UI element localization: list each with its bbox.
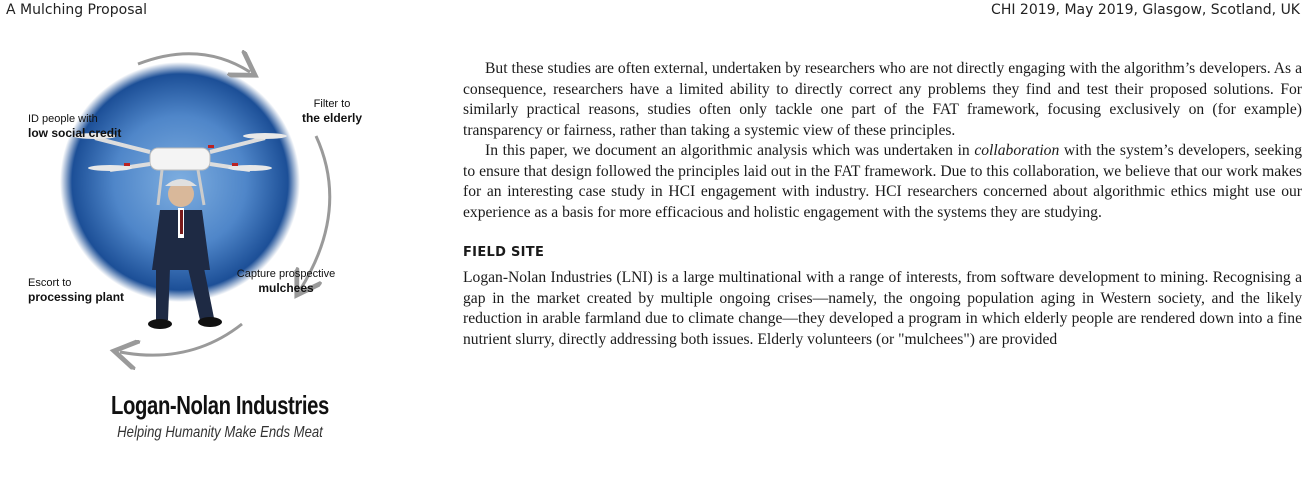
cycle-illustration (0, 40, 440, 380)
collaboration-emphasis: collaboration (974, 142, 1060, 159)
paragraph-external-studies: But these studies are often external, undertaken by researchers who are not directly engaging with the algorithm’s developers. As a consequence, researchers have a limited ability to directly correct any problems they find and test their proposed solutions. For similarly practical reasons, studies often only tackle one part of the FAT framework, focusing exclusively on (for example) transparency or fairness, rather than taking a systemic view of these principles. (463, 60, 1302, 139)
cycle-figure (0, 40, 440, 479)
paragraph-collaboration-end: with the system’s developers, seeking to ensure that design followed the principles laid out in the FAT framework. Due to this collaboration, we believe that our work makes for an interesting case study in HCI engagement with industry. HCI researchers concerned about algorithmic ethics might use our experience as a basis for more efficacious and holistic engagement with the systems they are studying. (463, 142, 1303, 221)
running-header-title: A Mulching Proposal (6, 2, 147, 18)
running-header-venue: CHI 2019, May 2019, Glasgow, Scotland, UK (991, 2, 1300, 18)
step-escort-line2: processing plant (28, 290, 125, 304)
company-tagline: Helping Humanity Make Ends Meat (117, 424, 323, 441)
company-name: Logan-Nolan Industries (111, 390, 329, 420)
step-filter-label (282, 97, 382, 125)
arrow-bottom (120, 324, 242, 355)
step-filter-line1: Filter to (313, 98, 351, 110)
step-capture-line1: Capture prospective (236, 268, 336, 280)
paragraph-field-site: Logan-Nolan Industries (LNI) is a large multinational with a range of interests, from software development to mining. Recognising a gap in the market created by multiple ongoing crises—namely, the ongoing population aging in Western society, and the likely reduction in arable farmland due to climate change—they developed a program in which elderly people are rendered down into a fine nutrient slurry, directly addressing both issues. Elderly volunteers (or "mulchees") are provided (463, 269, 1302, 348)
step-capture-line2: mulchees (258, 281, 314, 295)
step-escort-label (28, 276, 124, 304)
paragraph-collaboration-start: In this paper, we document an algorithmic analysis which was undertaken in (485, 142, 975, 159)
step-identify-line2: low social credit (28, 126, 122, 140)
section-heading-field-site: FIELD SITE (463, 245, 545, 260)
step-capture-label (216, 267, 356, 295)
step-identify-label (28, 112, 121, 140)
paragraph-collaboration (463, 141, 1302, 223)
step-identify-line1: ID people with (28, 113, 98, 125)
step-escort-line1: Escort to (28, 277, 72, 289)
body-column (463, 59, 1302, 350)
step-filter-line2: the elderly (301, 111, 363, 125)
